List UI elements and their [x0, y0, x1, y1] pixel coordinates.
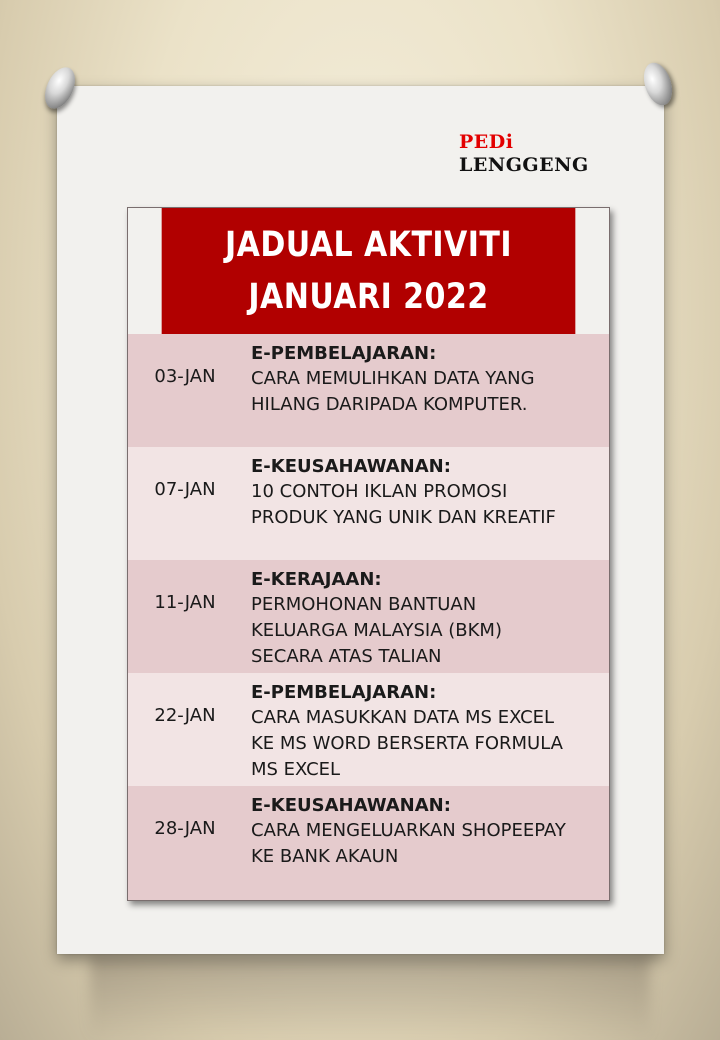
- activity-category: E-PEMBELAJARAN:: [251, 682, 437, 703]
- activity-description-line: KE MS WORD BERSERTA FORMULA: [251, 733, 563, 754]
- activity-description-line: CARA MASUKKAN DATA MS EXCEL: [251, 707, 555, 728]
- activity-description-line: 10 CONTOH IKLAN PROMOSI: [251, 481, 508, 502]
- activity-description-line: HILANG DARIPADA KOMPUTER.: [251, 394, 528, 415]
- activity-details: [251, 794, 603, 870]
- brand-name-bottom: LENGGENG: [459, 154, 589, 176]
- activity-description-line: MS EXCEL: [251, 759, 341, 780]
- activity-description-line: SECARA ATAS TALIAN: [251, 646, 442, 667]
- activity-description-line: PRODUK YANG UNIK DAN KREATIF: [251, 507, 556, 528]
- activity-details: [251, 342, 603, 418]
- schedule-title: JADUAL AKTIVITI JANUARI 2022: [162, 208, 576, 334]
- activity-row: [128, 786, 609, 900]
- activity-category: E-KERAJAAN:: [251, 569, 382, 590]
- activity-row: [128, 673, 609, 786]
- activity-details: [251, 568, 603, 670]
- activity-date: 22-JAN: [154, 705, 216, 726]
- activity-description-line: CARA MEMULIHKAN DATA YANG: [251, 368, 535, 389]
- activity-row: [128, 560, 609, 673]
- activity-description-line: CARA MENGELUARKAN SHOPEEPAY: [251, 820, 566, 841]
- activity-category: E-KEUSAHAWANAN:: [251, 456, 451, 477]
- activity-description-line: KE BANK AKAUN: [251, 846, 399, 867]
- activity-date: 28-JAN: [154, 818, 216, 839]
- brand-logo: [459, 131, 589, 177]
- floor-shadow: [90, 955, 650, 1040]
- brand-name-top: PEDi: [459, 131, 514, 153]
- activity-date: 07-JAN: [154, 479, 216, 500]
- activity-details: [251, 681, 603, 783]
- activity-date: 03-JAN: [154, 366, 216, 387]
- activity-description-line: KELUARGA MALAYSIA (BKM): [251, 620, 502, 641]
- activity-row: [128, 334, 609, 447]
- activity-schedule-table: [127, 207, 610, 901]
- activity-row: [128, 447, 609, 560]
- activity-details: [251, 455, 603, 531]
- activity-category: E-KEUSAHAWANAN:: [251, 795, 451, 816]
- activity-category: E-PEMBELAJARAN:: [251, 343, 437, 364]
- activity-description-line: PERMOHONAN BANTUAN: [251, 594, 477, 615]
- activity-date: 11-JAN: [154, 592, 216, 613]
